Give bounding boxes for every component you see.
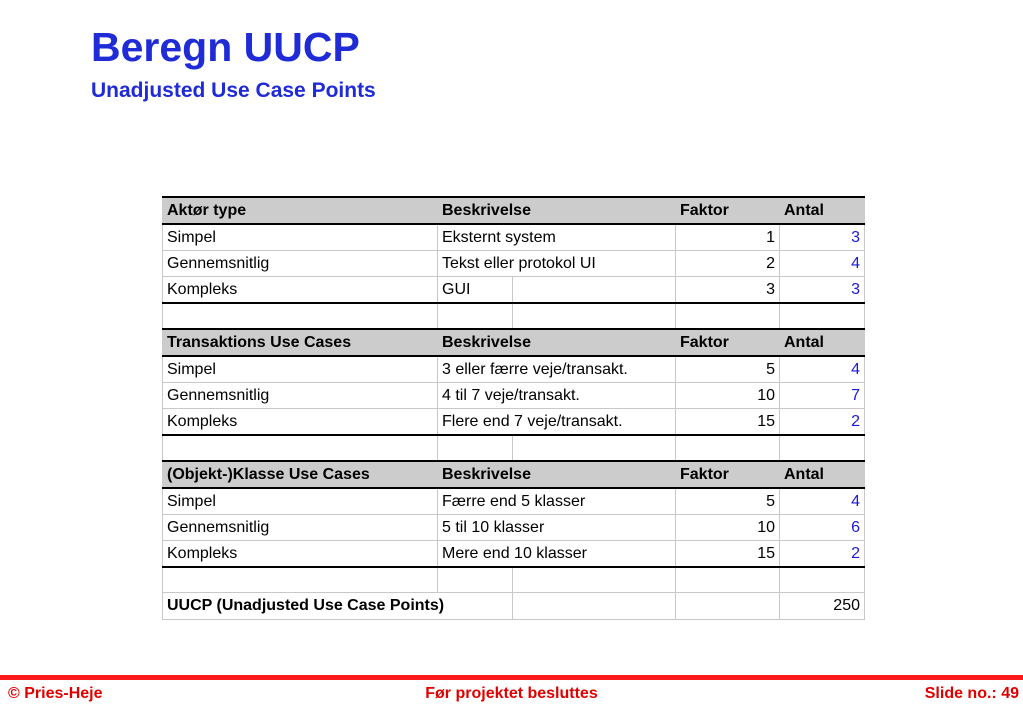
count-cell: 6: [780, 515, 865, 541]
factor-cell: 5: [676, 488, 780, 515]
count-cell: 7: [780, 383, 865, 409]
table-row: [163, 541, 865, 568]
table-row: [163, 383, 865, 409]
factor-cell: 10: [676, 515, 780, 541]
footer-divider: [0, 675, 1023, 680]
footer-section-title: Før projektet besluttes: [425, 685, 598, 702]
type-cell: Simpel: [163, 224, 438, 251]
table-row: [163, 409, 865, 436]
header-cell: Faktor: [676, 197, 780, 224]
header-cell: Antal: [780, 329, 865, 356]
header-cell: Aktør type: [163, 197, 438, 224]
desc-cell: 3 eller færre veje/transakt.: [438, 356, 676, 383]
factor-cell: 1: [676, 224, 780, 251]
header-cell: Transaktions Use Cases: [163, 329, 438, 356]
empty-cell: [513, 593, 676, 620]
header-cell: Antal: [780, 461, 865, 488]
factor-cell: 2: [676, 251, 780, 277]
factor-cell: 15: [676, 541, 780, 568]
header-cell: Antal: [780, 197, 865, 224]
table-row: [163, 277, 865, 304]
count-cell: 2: [780, 541, 865, 568]
desc-cell: 5 til 10 klasser: [438, 515, 676, 541]
actor-header-row: [163, 197, 865, 224]
type-cell: Gennemsnitlig: [163, 251, 438, 277]
slide-subtitle: Unadjusted Use Case Points: [91, 79, 376, 102]
footer-slide-number: Slide no.: 49: [924, 685, 1019, 702]
spacer-row: [163, 567, 865, 593]
count-cell: 3: [780, 224, 865, 251]
total-label: UUCP (Unadjusted Use Case Points): [163, 593, 513, 620]
desc-cell: Færre end 5 klasser: [438, 488, 676, 515]
table-row: [163, 356, 865, 383]
class-header-row: [163, 461, 865, 488]
type-cell: Kompleks: [163, 277, 438, 304]
desc-cell: Eksternt system: [438, 224, 676, 251]
factor-cell: 15: [676, 409, 780, 436]
spacer-row: [163, 303, 865, 329]
type-cell: Simpel: [163, 488, 438, 515]
header-cell: (Objekt-)Klasse Use Cases: [163, 461, 438, 488]
header-cell: Faktor: [676, 329, 780, 356]
type-cell: Gennemsnitlig: [163, 383, 438, 409]
empty-cell: [676, 593, 780, 620]
count-cell: 3: [780, 277, 865, 304]
desc-cell: Tekst eller protokol UI: [438, 251, 676, 277]
factor-cell: 10: [676, 383, 780, 409]
factor-cell: 5: [676, 356, 780, 383]
table-row: [163, 515, 865, 541]
total-value: 250: [780, 593, 865, 620]
type-cell: Kompleks: [163, 409, 438, 436]
type-cell: Gennemsnitlig: [163, 515, 438, 541]
desc-cell: 4 til 7 veje/transakt.: [438, 383, 676, 409]
table-row: [163, 251, 865, 277]
desc-cell: GUI: [438, 277, 513, 304]
table-row: [163, 488, 865, 515]
transaction-header-row: [163, 329, 865, 356]
count-cell: 4: [780, 251, 865, 277]
header-cell: Faktor: [676, 461, 780, 488]
type-cell: Simpel: [163, 356, 438, 383]
count-cell: 4: [780, 488, 865, 515]
count-cell: 4: [780, 356, 865, 383]
header-cell: Beskrivelse: [438, 461, 676, 488]
spacer-row: [163, 435, 865, 461]
factor-cell: 3: [676, 277, 780, 304]
footer-copyright: © Pries-Heje: [8, 685, 103, 702]
uucp-table: [162, 196, 865, 620]
count-cell: 2: [780, 409, 865, 436]
header-cell: Beskrivelse: [438, 329, 676, 356]
total-row: [163, 593, 865, 620]
type-cell: Kompleks: [163, 541, 438, 568]
table-row: [163, 224, 865, 251]
desc-cell: Mere end 10 klasser: [438, 541, 676, 568]
empty-cell: [513, 277, 676, 304]
slide-title: Beregn UUCP: [91, 24, 360, 70]
header-cell: Beskrivelse: [438, 197, 676, 224]
desc-cell: Flere end 7 veje/transakt.: [438, 409, 676, 436]
